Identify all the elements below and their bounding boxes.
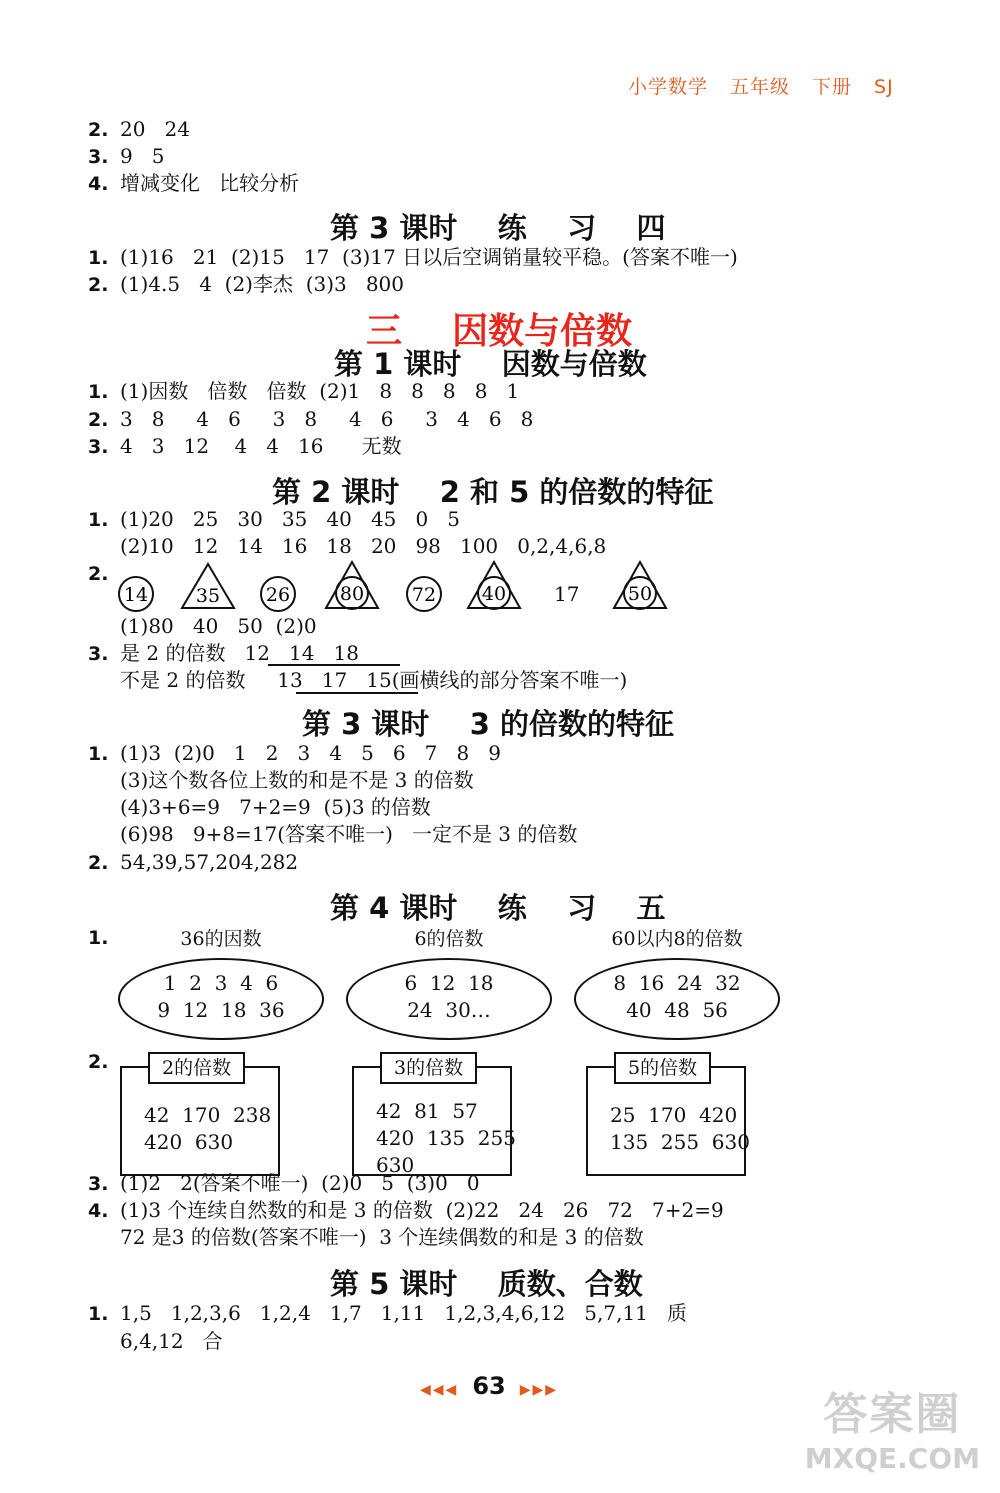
question-number: 1. xyxy=(88,743,109,765)
answer-text: 9 5 xyxy=(120,144,165,168)
answer-text: (6)98 9+8=17(答案不唯一) 一定不是 3 的倍数 xyxy=(120,822,578,846)
question-number: 3. xyxy=(88,1173,109,1195)
header-edition: SJ xyxy=(874,76,894,98)
answer-text: (1)2 2(答案不唯一) (2)0 5 (3)0 0 xyxy=(120,1171,480,1195)
box-content: 42 170 238 420 630 xyxy=(144,1103,272,1154)
header-subject: 小学数学 xyxy=(628,76,709,98)
answer-line xyxy=(88,924,120,951)
section-title: 第 1 课时 因数与倍数 xyxy=(334,347,647,381)
answer-line xyxy=(88,271,404,298)
answer-line xyxy=(88,116,190,143)
section-title: 第 3 课时 练 习 四 xyxy=(330,211,666,245)
question-number: 2. xyxy=(88,1051,109,1073)
watermark-logo: 答案圈 xyxy=(823,1389,962,1440)
box-content: 25 170 420 135 255 630 xyxy=(610,1103,750,1154)
shape-value: 72 xyxy=(411,584,437,606)
box-label: 5的倍数 xyxy=(614,1052,711,1084)
header-volume: 下册 xyxy=(812,76,853,98)
answer-line xyxy=(88,1170,480,1197)
answer-text: 不是 2 的倍数 13 17 15(画横线的部分答案不唯一) xyxy=(120,668,628,692)
oval-set xyxy=(118,958,324,1040)
answer-line xyxy=(88,740,501,767)
question-number: 4. xyxy=(88,1200,109,1222)
oval-line: 40 48 56 xyxy=(626,998,728,1022)
multiples-box xyxy=(586,1057,750,1176)
shape-value: 80 xyxy=(339,583,365,605)
question-number: 1. xyxy=(88,509,109,531)
answer-text: (1)20 25 30 35 40 45 0 5 xyxy=(120,507,460,531)
answer-text: 4 3 12 4 4 16 无数 xyxy=(120,434,402,458)
page-footer xyxy=(420,1372,558,1400)
shape-value: 50 xyxy=(627,583,653,605)
underline xyxy=(296,692,418,694)
answer-text: (4)3+6=9 7+2=9 (5)3 的倍数 xyxy=(120,795,431,819)
watermark xyxy=(805,1378,980,1475)
question-number: 2. xyxy=(88,274,109,296)
question-number: 3. xyxy=(88,146,109,168)
question-number: 2. xyxy=(88,119,109,141)
answer-text: (3)这个数各位上数的和是不是 3 的倍数 xyxy=(120,768,474,792)
page-number: 63 xyxy=(472,1372,506,1400)
oval-title: 60以内8的倍数 xyxy=(611,928,743,950)
shape-value: 35 xyxy=(195,585,221,607)
answer-text: (1)3 个连续自然数的和是 3 的倍数 (2)22 24 26 72 7+2=9 xyxy=(120,1198,724,1222)
watermark-url: MXQE.COM xyxy=(804,1442,980,1475)
oval-set xyxy=(574,958,780,1040)
section-title: 第 4 课时 练 习 五 xyxy=(330,891,666,925)
section-title: 第 5 课时 质数、合数 xyxy=(330,1267,643,1301)
underline xyxy=(268,664,400,666)
answer-text: 6,4,12 合 xyxy=(120,1329,223,1353)
question-number: 2. xyxy=(88,563,109,585)
box-label: 2的倍数 xyxy=(148,1052,245,1084)
answer-text: 20 24 xyxy=(120,117,190,141)
answer-text: 增减变化 比较分析 xyxy=(120,171,300,195)
box-label: 3的倍数 xyxy=(380,1052,477,1084)
question-number: 1. xyxy=(88,927,109,949)
answer-line xyxy=(88,849,298,876)
triangle-shape xyxy=(178,560,238,616)
circle-triangle-shape xyxy=(464,558,524,616)
left-arrows-icon: ◀◀◀ xyxy=(420,1382,459,1398)
page-header xyxy=(628,72,916,99)
question-number: 1. xyxy=(88,247,109,269)
multiples-box xyxy=(120,1057,280,1176)
answer-text: 是 2 的倍数 12 14 18 xyxy=(120,641,360,665)
plain-number: 17 xyxy=(554,582,580,606)
answer-line xyxy=(88,406,533,433)
question-number: 2. xyxy=(88,852,109,874)
question-number: 1. xyxy=(88,381,109,403)
circle-triangle-shape xyxy=(610,558,670,616)
multiples-box xyxy=(352,1057,516,1177)
answer-line xyxy=(88,433,402,460)
box-content: 42 81 57 420 135 255 630 xyxy=(376,1099,516,1177)
answer-line xyxy=(88,244,738,271)
shape-value: 26 xyxy=(265,584,291,606)
question-number: 4. xyxy=(88,173,109,195)
question-number: 3. xyxy=(88,436,109,458)
answer-line xyxy=(88,143,165,170)
answer-text: 54,39,57,204,282 xyxy=(120,850,299,874)
oval-line: 8 16 24 32 xyxy=(613,971,741,995)
oval-line: 1 2 3 4 6 xyxy=(163,971,279,995)
answer-line xyxy=(88,378,519,405)
answer-text: (1)16 21 (2)15 17 (3)17 日以后空调销量较平稳。(答案不唯一) xyxy=(120,245,738,269)
answer-text: 1,5 1,2,3,6 1,2,4 1,7 1,11 1,2,3,4,6,12 5,7,11 质 xyxy=(120,1301,687,1325)
oval-title: 36的因数 xyxy=(180,928,262,950)
oval-line: 9 12 18 36 xyxy=(157,998,285,1022)
answer-line xyxy=(88,1300,687,1327)
unit-title: 三 因数与倍数 xyxy=(366,311,633,352)
answer-line xyxy=(88,1048,120,1075)
answer-text: (1)80 40 50 (2)0 xyxy=(120,614,317,638)
question-number: 1. xyxy=(88,1303,109,1325)
answer-text: 3 8 4 6 3 8 4 6 3 4 6 8 xyxy=(120,407,534,431)
oval-title: 6的倍数 xyxy=(414,928,484,950)
answer-line xyxy=(88,170,299,197)
oval-set xyxy=(346,958,552,1040)
answer-line xyxy=(88,506,460,533)
answer-text: (1)3 (2)0 1 2 3 4 5 6 7 8 9 xyxy=(120,741,501,765)
section-title: 第 2 课时 2 和 5 的倍数的特征 xyxy=(272,475,714,509)
answer-text: (2)10 12 14 16 18 20 98 100 0,2,4,6,8 xyxy=(120,534,607,558)
header-grade: 五年级 xyxy=(730,76,791,98)
circle-triangle-shape xyxy=(322,558,382,616)
answer-line xyxy=(88,1197,724,1224)
answer-text: (1)4.5 4 (2)李杰 (3)3 800 xyxy=(120,272,404,296)
right-arrows-icon: ▶▶▶ xyxy=(519,1382,559,1398)
shape-value: 40 xyxy=(481,583,507,605)
oval-line: 24 30… xyxy=(407,998,491,1022)
shape-value: 14 xyxy=(123,584,149,606)
answer-text: 72 是3 的倍数(答案不唯一) 3 个连续偶数的和是 3 的倍数 xyxy=(120,1225,644,1249)
section-title: 第 3 课时 3 的倍数的特征 xyxy=(302,707,675,741)
circle-shape xyxy=(404,568,444,620)
question-number: 3. xyxy=(88,643,109,665)
question-number: 2. xyxy=(88,409,109,431)
answer-line xyxy=(88,640,359,667)
answer-text: (1)因数 倍数 倍数 (2)1 8 8 8 8 1 xyxy=(120,379,520,403)
oval-line: 6 12 18 xyxy=(404,971,494,995)
